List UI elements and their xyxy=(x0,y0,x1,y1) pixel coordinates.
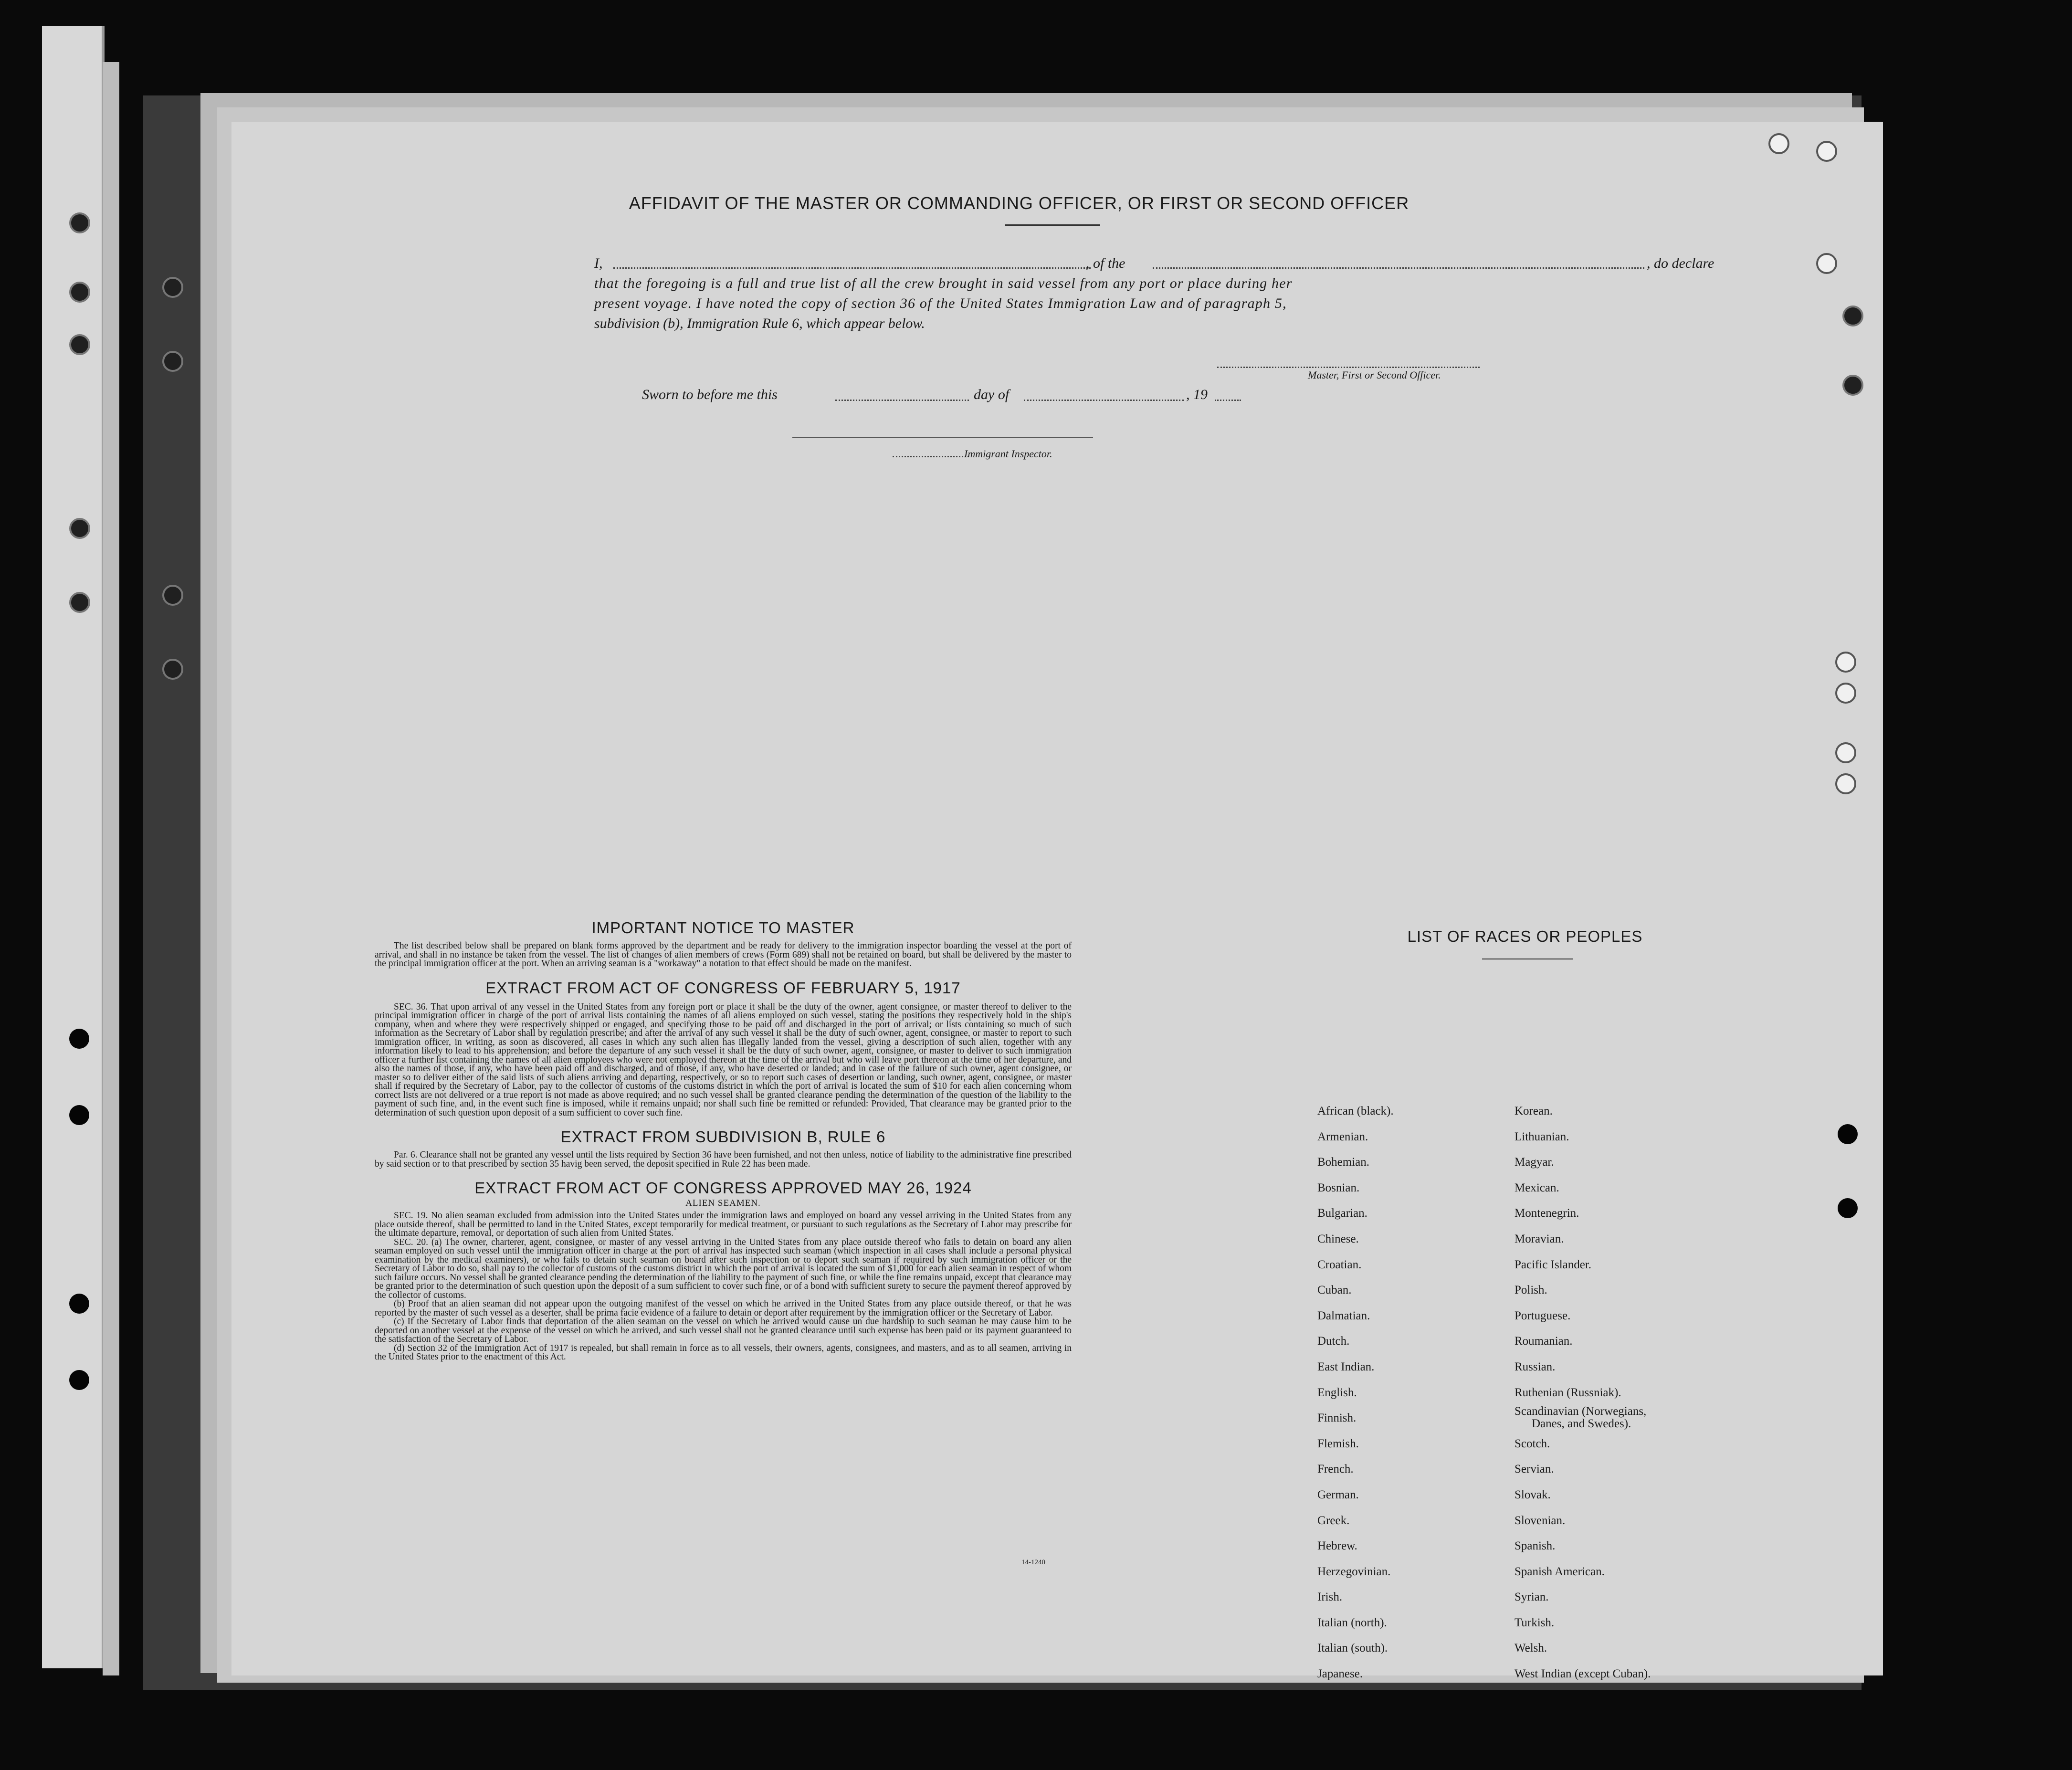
binder-hole xyxy=(69,282,90,303)
extract-1917-title: EXTRACT FROM ACT OF CONGRESS OF FEBRUARY 5, 1917 xyxy=(485,979,961,997)
race-item: East Indian. xyxy=(1317,1360,1375,1373)
race-item: Chinese. xyxy=(1317,1232,1359,1245)
binder-hole xyxy=(69,592,90,613)
punch-hole xyxy=(1835,683,1856,704)
punch-hole xyxy=(1842,375,1863,396)
race-item: Cuban. xyxy=(1317,1284,1352,1297)
race-item-line: Danes, and Swedes). xyxy=(1532,1417,1631,1431)
race-item: Magyar. xyxy=(1515,1156,1554,1169)
master-signature-label: Master, First or Second Officer. xyxy=(1308,369,1441,381)
sworn-text: Sworn to before me this xyxy=(642,387,778,402)
binder-hole xyxy=(69,334,90,355)
race-item: Korean. xyxy=(1515,1105,1553,1117)
inspector-label: Immigrant Inspector. xyxy=(964,448,1052,460)
race-item: Dutch. xyxy=(1317,1335,1350,1348)
extract-1924-sec20b: (b) Proof that an alien seaman did not appear upon the outgoing manifest of the vessel on which he arrived in the United States from any place outside thereof, or that he was reported by the master of such vessel as a deserter, shall be prima facie evidence of a failure to detain or deport after requirement by the immigration officer or the Secretary of Labor. xyxy=(375,1299,1072,1318)
punch-hole xyxy=(1835,652,1856,673)
race-item: English. xyxy=(1317,1386,1357,1399)
binder-hole xyxy=(69,1294,89,1314)
binder-hole xyxy=(69,1105,89,1125)
race-item: Bohemian. xyxy=(1317,1156,1370,1169)
affidavit-of-the: , of the xyxy=(1086,255,1125,271)
binder-hole xyxy=(69,212,90,233)
punch-hole xyxy=(1816,253,1837,274)
race-item: Moravian. xyxy=(1515,1232,1564,1245)
race-item: Lithuanian. xyxy=(1515,1130,1569,1143)
affidavit-title: AFFIDAVIT OF THE MASTER OR COMMANDING OFFICER, OR FIRST OR SECOND OFFICER xyxy=(629,193,1409,213)
race-item: Flemish. xyxy=(1317,1437,1359,1450)
race-item: Slovak. xyxy=(1515,1488,1551,1501)
subdivision-b-title: EXTRACT FROM SUBDIVISION B, RULE 6 xyxy=(560,1128,886,1146)
inspector-signature-line xyxy=(792,437,1093,438)
race-item: Syrian. xyxy=(1515,1591,1549,1604)
extract-1924-title: EXTRACT FROM ACT OF CONGRESS APPROVED MAY 26, 1924 xyxy=(474,1179,972,1197)
race-item: French. xyxy=(1317,1463,1354,1476)
race-item: Irish. xyxy=(1317,1591,1343,1604)
binder-hole xyxy=(162,277,183,298)
race-item: Roumanian. xyxy=(1515,1335,1573,1348)
punch-hole xyxy=(1835,773,1856,794)
race-item: Greek. xyxy=(1317,1514,1350,1527)
manifest-page xyxy=(231,122,1883,1681)
punch-hole xyxy=(1835,742,1856,763)
name-blank xyxy=(613,267,1091,269)
race-item: Scotch. xyxy=(1515,1437,1550,1450)
binder-hole xyxy=(162,351,183,372)
extract-1917-text: SEC. 36. That upon arrival of any vessel in the United States from any foreign port or place it shall be the duty of the owner, agent consignee, or master thereof to deliver to the principal immigration officer in charge of the port of arrival lists containing the names of all aliens employed on such vessel, stating the positions they respectively hold in the ship's company, when and where they were respectively shipped or engaged, and specifying those to be paid off and discharged in the port of arrival; or lists containing so much of such information as the Secretary of Labor shall by regulation prescribe; and after the arrival of any such vessel it shall be the duty of such owner, agent, consignee, or master to report to such immigration officer, in writing, as soon as discovered, all cases in which any such alien has illegally landed from the vessel, giving a description of such alien, together with any information likely to lead to his apprehension; and before the departure of any such vessel it shall be the duty of such owner, agent, consignee, or master to deliver to such immigration officer a further list containing the names of all alien employees who were not employed thereon at the time of the arrival but who will leave port thereon at the time of her departure, and also the names of those, if any, who have been paid off and discharged, and of those, if any, who have deserted or landed; and in case of the failure of such owner, agent consignee, or master so to deliver either of the said lists of such aliens arriving and departing, respectively, or so to report such cases of desertion or landing, such owner, agent, consignee, or master shall if required by the Secretary of Labor, pay to the collector of customs of the customs district in which the port of arrival is located the sum of $10 for each alien concerning whom correct lists are not delivered or a true report is not made as above required; and no such vessel shall be granted clearance pending the determination of the question of the liability to the payment of such fine, and, in the event such fine is imposed, while it remains unpaid; nor shall such fine be remitted or refunded: Provided, That clearance may be granted prior to the determination of such question upon deposit of a sum sufficient to cover such fine. xyxy=(375,1001,1072,1118)
race-item: Italian (north). xyxy=(1317,1616,1387,1629)
race-item: Spanish. xyxy=(1515,1539,1556,1553)
form-number: 14-1240 xyxy=(1021,1559,1045,1566)
punch-hole xyxy=(1816,141,1837,162)
affidavit-line-4: subdivision (b), Immigration Rule 6, which appear below. xyxy=(594,316,925,331)
race-item-line: Scandinavian (Norwegians, xyxy=(1515,1405,1647,1418)
sworn-month-blank xyxy=(1024,400,1184,401)
sworn-day-blank xyxy=(835,400,969,401)
extract-1924-sec20c: (c) If the Secretary of Labor finds that deportation of the alien seaman on the vessel on which he arrived would cause un due hardship to such seaman he may cause him to be deported on another vessel at the expense of the vessel on which he arrived, and such vessel shall not be granted clearance until such expense has been paid or its payment guaranteed to the satisfaction of the Secretary of Labor. xyxy=(375,1317,1072,1344)
affidavit-line-2: that the foregoing is a full and true list of all the crew brought in said vessel from any port or place during her xyxy=(594,275,1293,291)
race-item: Polish. xyxy=(1515,1284,1547,1297)
race-item: West Indian (except Cuban). xyxy=(1515,1667,1651,1681)
extract-1924-sec19: SEC. 19. No alien seaman excluded from admission into the United States under the immigration laws and employed on board any vessel arriving in the United States from any place outside thereof, shall be permitted to land in the United States, except temporarily for medical treatment, or pursuant to such regulations as the Secretary of Labor may prescribe for the ultimate departure, removal, or deportation of such alien from United States. xyxy=(375,1211,1072,1238)
races-right-column xyxy=(1515,1098,1651,1687)
extract-1924-sec20a: SEC. 20. (a) The owner, charterer, agent, consignee, or master of any vessel arriving in the United States from any place outside thereof who fails to detain on board any alien seaman employed on such vessel until the immigration officer in charge at the port of arrival has inspected such seaman (which inspection in all cases shall include a personal physical examination by the medical examiners), or who fails to detain such seaman on board after such inspection or to deport such seaman if required by such immigration officer or the Secretary of Labor to do so, shall pay to the collector of customs of the customs district in which the port of arrival is located the sum of $1,000 for each alien seaman in respect of whom such failure occurs. No vessel shall be granted clearance pending the determination of the liability to the payment of such fine, or while the fine remains unpaid, except that clearance may be granted prior to the determination of such question upon the deposit of a sum sufficient to cover such fine, or of a bond with sufficient surety to secure the payment thereof approved by the collector of customs. xyxy=(375,1237,1072,1300)
race-item: African (black). xyxy=(1317,1105,1394,1117)
notice-text: The list described below shall be prepared on blank forms approved by the department and be ready for delivery to the immigration inspector boarding the vessel at the port of arrival, and shall in no instance be taken from the vessel. The list of changes of alien members of crews (Form 689) shall not be retained on board, but shall be delivered by the master to the principal immigration officer at the port. When an arriving seaman is a "workaway" a notation to that effect should be made on the manifest. xyxy=(375,941,1072,969)
race-item: Mexican. xyxy=(1515,1181,1559,1194)
race-item: Spanish American. xyxy=(1515,1565,1605,1578)
vessel-blank xyxy=(1153,267,1644,269)
race-item: Russian. xyxy=(1515,1360,1556,1373)
sworn-year-blank xyxy=(1215,400,1241,401)
race-item: Portuguese. xyxy=(1515,1309,1571,1322)
affidavit-declare: , do declare xyxy=(1647,255,1714,271)
affidavit-line-3: present voyage. I have noted the copy of section 36 of the United States Immigration Law and of paragraph 5, xyxy=(594,295,1287,311)
notice-title: IMPORTANT NOTICE TO MASTER xyxy=(591,919,855,937)
race-item: Dalmatian. xyxy=(1317,1309,1370,1322)
affidavit-i: I, xyxy=(594,255,603,271)
title-underline xyxy=(1005,224,1100,226)
race-item: German. xyxy=(1317,1488,1359,1501)
race-item: Servian. xyxy=(1515,1463,1554,1476)
races-title: LIST OF RACES OR PEOPLES xyxy=(1407,927,1643,945)
race-item: Croatian. xyxy=(1317,1258,1362,1271)
punch-hole xyxy=(1768,133,1789,154)
binder-hole xyxy=(69,518,90,539)
binder-hole xyxy=(69,1370,89,1390)
subdivision-b-text: Par. 6. Clearance shall not be granted any vessel until the lists required by Section 36 have been furnished, and not then unless, notice of liability to the administrative fine prescribed by said section or to that prescribed by section 35 havig been served, the deposit specified in Rule 22 has been made. xyxy=(375,1150,1072,1169)
binder-edge xyxy=(42,26,105,1668)
binder-edge-inner xyxy=(103,62,119,1675)
inspector-dots xyxy=(893,456,969,457)
race-item: Montenegrin. xyxy=(1515,1207,1579,1220)
race-item: Herzegovinian. xyxy=(1317,1565,1391,1578)
race-item: Bosnian. xyxy=(1317,1181,1360,1194)
punch-hole xyxy=(1838,1198,1858,1218)
binder-hole xyxy=(69,1029,89,1049)
extract-1924-subtitle: ALIEN SEAMEN. xyxy=(685,1198,761,1208)
race-item: Welsh. xyxy=(1515,1642,1547,1655)
sworn-day-of: day of xyxy=(974,387,1010,402)
race-item: Turkish. xyxy=(1515,1616,1555,1629)
binder-hole xyxy=(162,585,183,606)
race-item: Japanese. xyxy=(1317,1667,1363,1681)
race-item: Italian (south). xyxy=(1317,1642,1388,1655)
race-item: Armenian. xyxy=(1317,1130,1368,1143)
legal-notices xyxy=(375,919,1072,1362)
races-left-column xyxy=(1317,1098,1394,1687)
race-item: Bulgarian. xyxy=(1317,1207,1367,1220)
race-item: Finnish. xyxy=(1317,1412,1357,1425)
extract-1924-sec20d: (d) Section 32 of the Immigration Act of 1917 is repealed, but shall remain in force as to all vessels, their owners, agents, consignees, and masters, and as to all seamen, arriving in the United States prior to the enactment of this Act. xyxy=(375,1343,1072,1362)
race-item: Hebrew. xyxy=(1317,1539,1357,1553)
punch-hole xyxy=(1842,306,1863,327)
race-item: Pacific Islander. xyxy=(1515,1258,1592,1271)
race-item: Ruthenian (Russniak). xyxy=(1515,1386,1621,1399)
master-signature-line xyxy=(1217,367,1480,368)
binder-hole xyxy=(162,659,183,680)
punch-hole xyxy=(1838,1124,1858,1144)
race-item xyxy=(1515,1405,1651,1431)
race-item: Slovenian. xyxy=(1515,1514,1566,1527)
sworn-year: , 19 xyxy=(1186,387,1208,402)
